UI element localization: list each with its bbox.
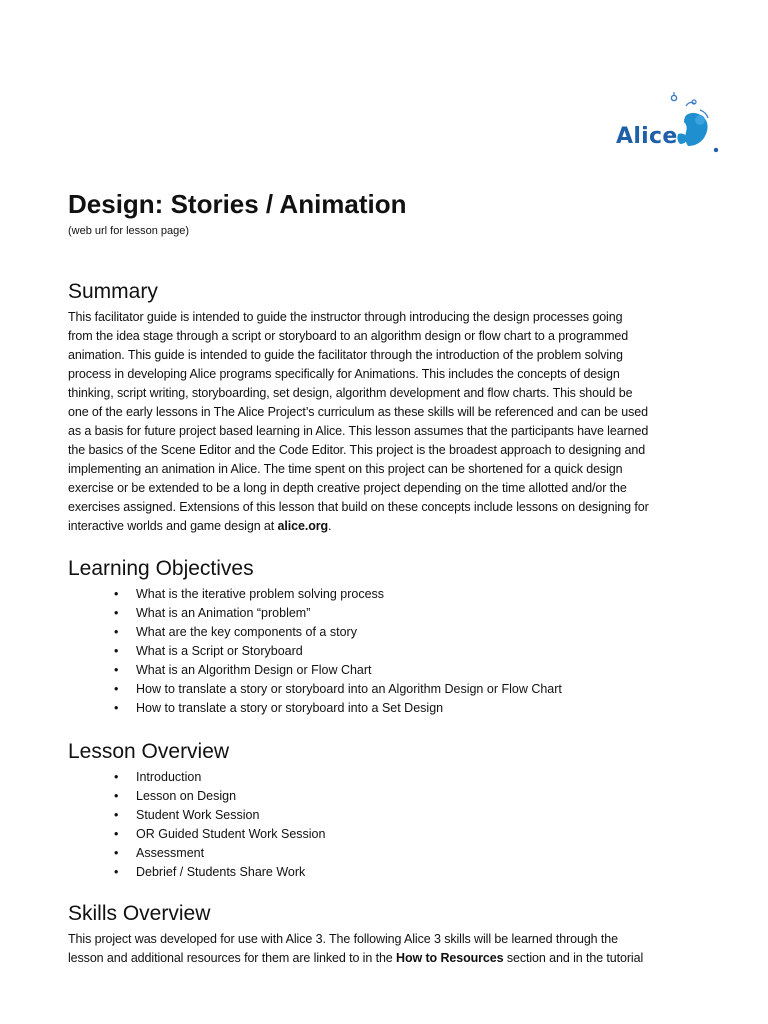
alice-logo (612, 90, 722, 160)
summary-line: animation. This guide is intended to guide the facilitator through the introduction of the problem solving (68, 348, 623, 362)
list-item (0, 642, 562, 661)
summary-heading: Summary (68, 280, 158, 303)
lesson-overview-heading: Lesson Overview (68, 740, 230, 763)
list-item-text: What is an Algorithm Design or Flow Chart (136, 663, 372, 677)
how-to-resources-link[interactable]: How to Resources (396, 951, 504, 965)
list-item-text: Assessment (136, 846, 205, 860)
summary-line: exercises assigned. Extensions of this lesson that build on these concepts include lessons on designing for (68, 500, 649, 514)
learning-objectives-heading: Learning Objectives (68, 557, 254, 580)
skills-line: This project was developed for use with Alice 3. The following Alice 3 skills will be learned through the (68, 932, 618, 946)
bullet-icon: • (114, 808, 119, 822)
list-item (0, 863, 325, 882)
summary-last-text: interactive worlds and game design at (68, 519, 278, 533)
summary-line-last (68, 517, 728, 536)
summary-line: as a basis for future project based learning in Alice. This lesson assumes that the participants have learned (68, 424, 649, 438)
list-item-text: Student Work Session (136, 808, 260, 822)
bullet-icon: • (114, 606, 119, 620)
page-subtitle: (web url for lesson page) (68, 225, 190, 237)
bullet-icon: • (114, 663, 119, 677)
alice-mascot-icon (664, 90, 722, 156)
summary-line: This facilitator guide is intended to guide the instructor through introducing the design processes going (68, 310, 623, 324)
summary-line: the basics of the Scene Editor and the Code Editor. This project is the broadest approach to designing and (68, 443, 646, 457)
bullet-icon: • (114, 846, 119, 860)
learning-objectives-list (0, 585, 562, 718)
summary-line: process in developing Alice programs specifically for Animations. This includes the concepts of design (68, 367, 620, 381)
alice-org-link[interactable]: alice.org (277, 519, 329, 533)
summary-paragraph (68, 308, 728, 536)
summary-line: thinking, script writing, storyboarding, set design, algorithm development and flow charts. This should be (68, 386, 633, 400)
list-item-text: How to translate a story or storyboard into an Algorithm Design or Flow Chart (136, 682, 562, 696)
list-item-text: Introduction (136, 770, 202, 784)
list-item (0, 825, 325, 844)
list-item-text: What is a Script or Storyboard (136, 644, 303, 658)
skills-line (68, 949, 728, 968)
list-item (0, 585, 562, 604)
summary-last-suffix: . (328, 519, 332, 533)
list-item-text: What is the iterative problem solving process (136, 587, 385, 601)
bullet-icon: • (114, 701, 119, 715)
skills-overview-paragraph (68, 930, 728, 968)
summary-line: implementing an animation in Alice. The time spent on this project can be shortened for a quick design (68, 462, 623, 476)
summary-line: exercise or be extended to be a long in depth creative project depending on the time allotted and/or the (68, 481, 627, 495)
logo-text: Alice (616, 124, 678, 149)
summary-line: from the idea stage through a script or storyboard to an algorithm design or flow chart to a programmed (68, 329, 629, 343)
list-item (0, 768, 325, 787)
skills-line2-suffix: section and in the tutorial (503, 951, 644, 965)
list-item-text: What are the key components of a story (136, 625, 357, 639)
bullet-icon: • (114, 865, 119, 879)
page-title: Design: Stories / Animation (68, 189, 407, 219)
list-item-text: What is an Animation “problem” (136, 606, 311, 620)
list-item (0, 680, 562, 699)
list-item (0, 806, 325, 825)
list-item-text: Lesson on Design (136, 789, 237, 803)
bullet-icon: • (114, 682, 119, 696)
skills-line2-text: lesson and additional resources for them are linked to in the (68, 951, 397, 965)
lesson-overview-list (0, 768, 325, 882)
bullet-icon: • (114, 827, 119, 841)
list-item (0, 604, 562, 623)
list-item-text: Debrief / Students Share Work (136, 865, 306, 879)
list-item (0, 661, 562, 680)
bullet-icon: • (114, 587, 119, 601)
skills-overview-heading: Skills Overview (68, 902, 211, 925)
list-item (0, 699, 562, 718)
list-item (0, 844, 325, 863)
bullet-icon: • (114, 789, 119, 803)
bullet-icon: • (114, 644, 119, 658)
bullet-icon: • (114, 770, 119, 784)
list-item (0, 787, 325, 806)
list-item (0, 623, 562, 642)
summary-line: one of the early lessons in The Alice Project’s curriculum as these skills will be referenced and can be used (68, 405, 648, 419)
bullet-icon: • (114, 625, 119, 639)
list-item-text: OR Guided Student Work Session (136, 827, 326, 841)
list-item-text: How to translate a story or storyboard into a Set Design (136, 701, 444, 715)
